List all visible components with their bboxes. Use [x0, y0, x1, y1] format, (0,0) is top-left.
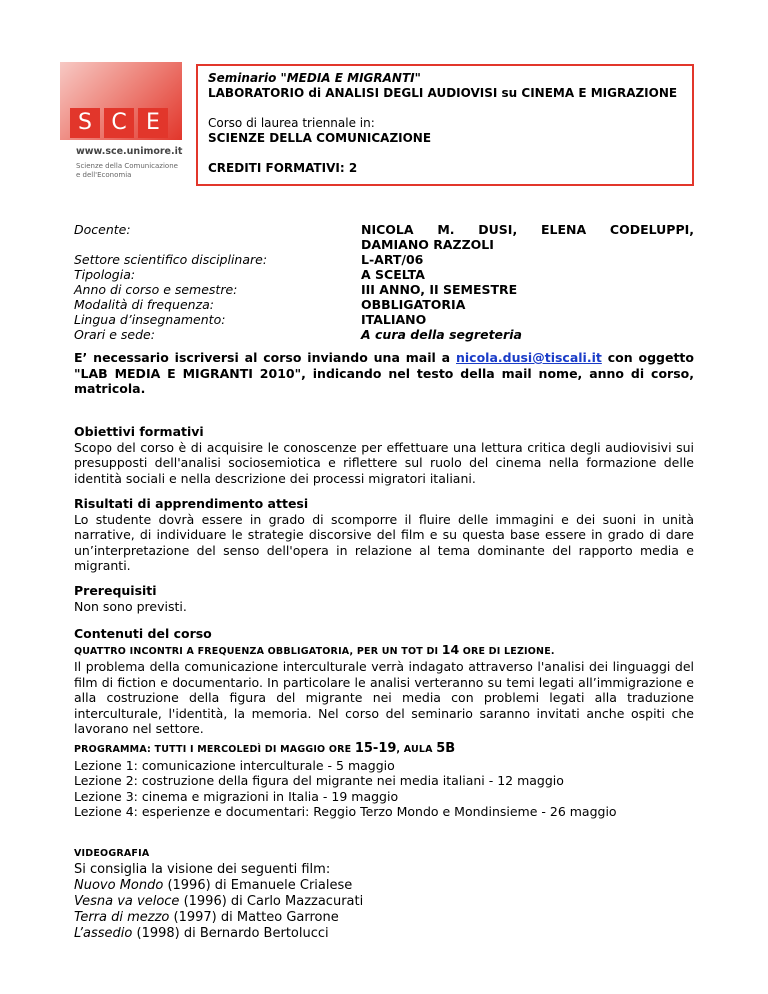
risultati-title: Risultati di apprendimento attesi	[74, 496, 309, 511]
enrollment-notice	[74, 350, 694, 397]
logo-subtitle	[76, 162, 178, 180]
lesson-item: Lezione 2: costruzione della figura del migrante nei media italiani - 12 maggio	[74, 773, 564, 788]
info-values	[361, 222, 694, 342]
settore-label: Settore scientifico disciplinare:	[74, 252, 268, 267]
lingua-value: ITALIANO	[361, 312, 427, 327]
logo-subtitle-line2: e dell'Economia	[76, 171, 132, 179]
contenuti-subtitle	[74, 642, 694, 660]
anno-label: Anno di corso e semestre:	[74, 282, 238, 297]
notice-after-link: con oggetto "LAB MEDIA E MIGRANTI 2010", indicando nel testo della mail nome, anno di corso, matricola.	[74, 350, 694, 396]
contenuti-hours: 14	[441, 641, 460, 657]
programma-section	[74, 740, 694, 820]
obiettivi-section	[74, 424, 694, 486]
credits: CREDITI FORMATIVI: 2	[208, 161, 358, 175]
film-title: Vesna va veloce	[74, 894, 180, 909]
film-details: (1996) di Carlo Mazzacurati	[179, 894, 364, 909]
course-header-box	[196, 64, 694, 186]
logo-url: www.sce.unimore.it	[76, 146, 183, 157]
logo-letter-s: S	[70, 108, 100, 138]
seminar-title: Seminario "MEDIA E MIGRANTI"	[208, 71, 421, 85]
contenuti-subtitle-b: ORE DI LEZIONE.	[459, 645, 555, 657]
logo-letter-c: C	[104, 108, 134, 138]
lesson-item: Lezione 1: comunicazione interculturale - 5 maggio	[74, 757, 395, 773]
docente-value-1: NICOLA M. DUSI, ELENA CODELUPPI,	[361, 222, 694, 237]
docente-value-2: DAMIANO RAZZOLI	[361, 237, 494, 252]
anno-value: III ANNO, II SEMESTRE	[361, 282, 518, 297]
notice-before-link: E’ necessario iscriversi al corso inviando una mail a	[74, 350, 456, 365]
lesson-item: Lezione 3: cinema e migrazioni in Italia - 19 maggio	[74, 788, 399, 804]
videografia-label: VIDEOGRAFIA	[74, 848, 150, 859]
degree-name: SCIENZE DELLA COMUNICAZIONE	[208, 131, 432, 145]
film-item	[74, 894, 694, 910]
info-labels	[74, 222, 267, 342]
obiettivi-title: Obiettivi formativi	[74, 424, 204, 439]
docente-label: Docente:	[74, 222, 131, 237]
programma-hours: 15-19	[354, 741, 397, 756]
programma-label-b: , AULA	[396, 744, 437, 755]
email-link[interactable]: nicola.dusi@tiscali.it	[456, 350, 602, 365]
prerequisiti-text: Non sono previsti.	[74, 598, 187, 614]
film-details: (1996) di Emanuele Crialese	[163, 878, 353, 893]
film-item	[74, 878, 694, 894]
lesson-item: Lezione 4: esperienze e documentari: Reggio Terzo Mondo e Mondinsieme - 26 maggio	[74, 804, 617, 819]
contenuti-subtitle-a: QUATTRO INCONTRI A FREQUENZA OBBLIGATORIA, PER UN TOT DI	[74, 645, 442, 657]
programma-label-a: PROGRAMMA: TUTTI I MERCOLEDÌ DI MAGGIO ORE	[74, 744, 355, 755]
settore-value: L-ART/06	[361, 252, 424, 267]
modalita-value: OBBLIGATORIA	[361, 297, 466, 312]
risultati-text: Lo studente dovrà essere in grado di scomporre il fluire delle immagini e dei suoni in unità narrative, di individuare le strategie discorsive del film e su questa base essere in grado di dare un’interpretazione del senso dell'opera in relazione al tema dominante del rapporto media e migranti.	[74, 511, 694, 573]
sce-logo	[60, 62, 185, 184]
degree-intro: Corso di laurea triennale in:	[208, 116, 375, 130]
contenuti-section	[74, 626, 694, 737]
lingua-label: Lingua d’insegnamento:	[74, 312, 226, 327]
risultati-section	[74, 496, 694, 574]
contenuti-text: Il problema della comunicazione interculturale verrà indagato attraverso l'analisi dei linguaggi del film di fiction e documentario. In particolare le analisi verteranno su temi legati all’immigrazione e alla costruzione della figura del migrante nei media con problemi legati alla traduzione interculturale, l'identità, la memoria. Nel corso del seminario saranno invitati anche ospiti che lavorano nel settore.	[74, 659, 694, 736]
videografia-section	[74, 846, 694, 942]
film-title: Terra di mezzo	[74, 910, 170, 925]
tipologia-value: A SCELTA	[361, 267, 425, 282]
logo-subtitle-line1: Scienze della Comunicazione	[76, 162, 178, 170]
programma-room: 5B	[436, 741, 456, 756]
orari-label: Orari e sede:	[74, 327, 155, 342]
prerequisiti-title: Prerequisiti	[74, 583, 157, 598]
orari-value: A cura della segreteria	[361, 327, 522, 342]
obiettivi-text: Scopo del corso è di acquisire le conoscenze per effettuare una lettura critica degli audiovisivi sui presupposti dell'analisi sociosemiotica e riflettere sul ruolo del cinema nella formazione delle identità sociali e nella descrizione dei processi migratori italiani.	[74, 439, 694, 486]
film-details: (1997) di Matteo Garrone	[169, 910, 339, 925]
lab-title: LABORATORIO di ANALISI DEGLI AUDIOVISI su CINEMA E MIGRAZIONE	[208, 86, 678, 100]
tipologia-label: Tipologia:	[74, 267, 136, 282]
film-item	[74, 910, 694, 926]
logo-letters	[70, 108, 172, 138]
film-details: (1998) di Bernardo Bertolucci	[132, 926, 329, 941]
film-item	[74, 926, 694, 942]
film-title: L’assedio	[74, 926, 133, 941]
modalita-label: Modalità di frequenza:	[74, 297, 215, 312]
film-title: Nuovo Mondo	[74, 878, 164, 893]
programma-header	[74, 740, 694, 758]
contenuti-title: Contenuti del corso	[74, 626, 212, 641]
logo-letter-e: E	[138, 108, 168, 138]
videografia-intro: Si consiglia la visione dei seguenti film:	[74, 862, 331, 877]
prerequisiti-section	[74, 583, 694, 614]
